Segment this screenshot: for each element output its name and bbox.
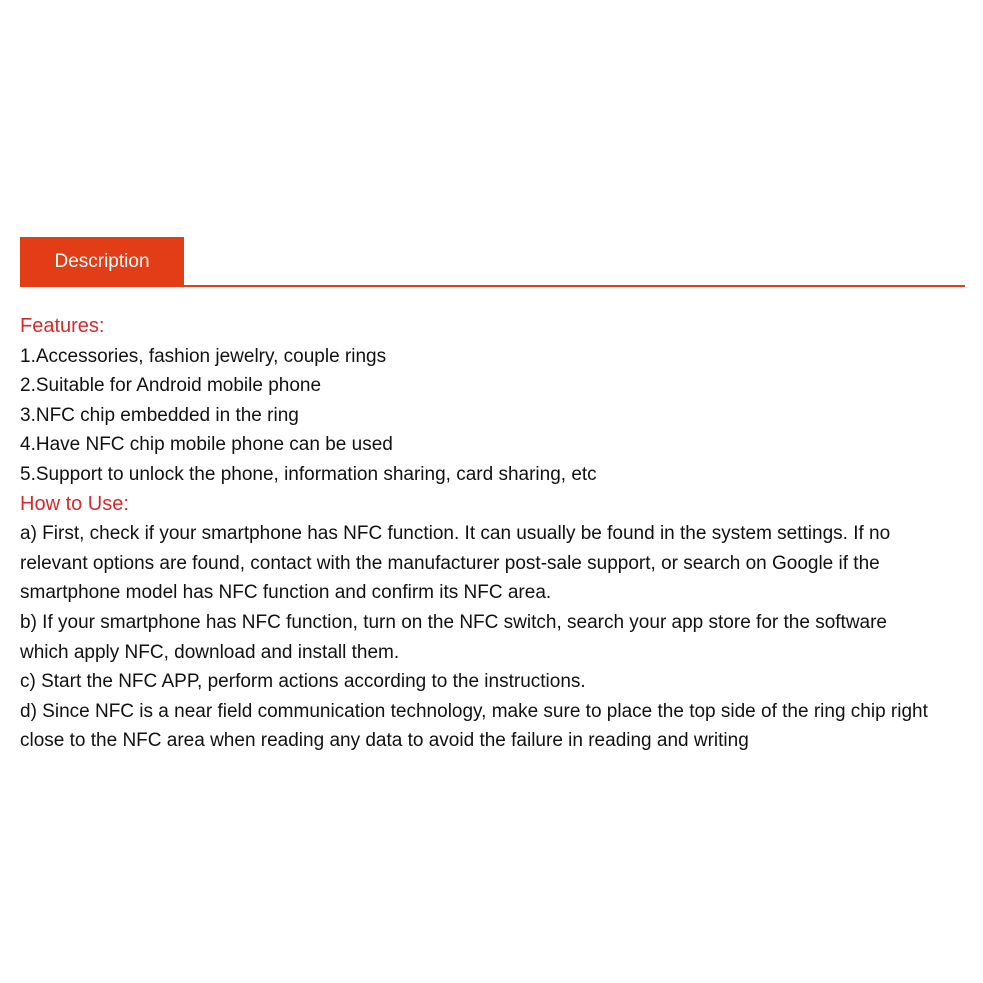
how-to-use-heading: How to Use:: [20, 492, 129, 515]
instruction-line: smartphone model has NFC function and confirm its NFC area.: [20, 582, 552, 604]
feature-item: 4.Have NFC chip mobile phone can be used: [20, 434, 393, 456]
tab-description[interactable]: Description: [20, 237, 184, 285]
instruction-line: c) Start the NFC APP, perform actions according to the instructions.: [20, 671, 586, 693]
description-header: [20, 237, 965, 287]
instruction-line: d) Since NFC is a near field communication technology, make sure to place the top side of the ring chip right: [20, 700, 928, 722]
feature-item: 5.Support to unlock the phone, information sharing, card sharing, etc: [20, 463, 597, 485]
instruction-line: b) If your smartphone has NFC function, turn on the NFC switch, search your app store for the software: [20, 611, 887, 633]
instruction-line: close to the NFC area when reading any data to avoid the failure in reading and writing: [20, 730, 749, 752]
instruction-line: relevant options are found, contact with the manufacturer post-sale support, or search on Google if the: [20, 552, 880, 574]
feature-item: 2.Suitable for Android mobile phone: [20, 375, 322, 397]
features-heading: Features:: [20, 315, 105, 337]
instruction-line: which apply NFC, download and install them.: [20, 641, 400, 663]
feature-item: 3.NFC chip embedded in the ring: [20, 404, 299, 426]
header-divider: [20, 285, 965, 287]
feature-item: 1.Accessories, fashion jewelry, couple rings: [20, 345, 387, 367]
description-content: [20, 312, 970, 756]
instruction-line: a) First, check if your smartphone has NFC function. It can usually be found in the system settings. If no: [20, 523, 891, 545]
